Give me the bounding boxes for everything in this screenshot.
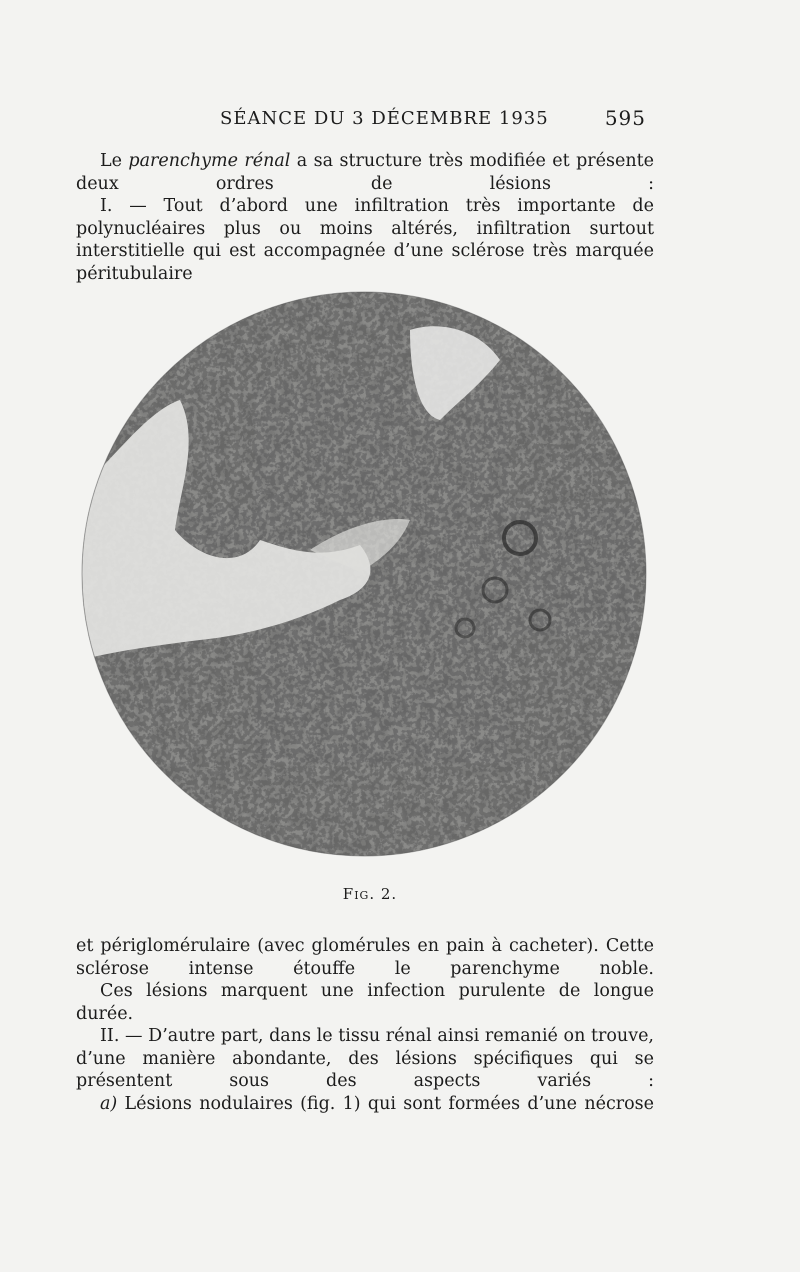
- item-letter: a): [100, 1093, 118, 1114]
- paragraph-point-1: I. — Tout d’abord une infiltration très importante de polynucléaires plus ou moins altérés, infiltration surtout interstitielle qui est accompagnée d’une sclérose très marquée péritubulaire: [76, 196, 654, 284]
- italic-term: parenchyme rénal: [128, 151, 291, 171]
- micrograph-figure: [80, 290, 648, 858]
- figure-caption: Fig. 2.: [342, 885, 398, 903]
- paragraph-infection: Ces lésions marquent une infection purulente de longue durée.: [76, 981, 654, 1024]
- paragraph-continuation: et périglomérulaire (avec glomérules en pain à cacheter). Cette sclérose intense étouffe le parenchyme noble.: [76, 936, 654, 979]
- paragraph-point-2: II. — D’autre part, dans le tissu rénal ainsi remanié on trouve, d’une manière abondante, des lésions spécifiques qui se présentent sous des aspects variés :: [76, 1026, 654, 1091]
- top-text: [76, 150, 654, 285]
- bottom-text: [76, 935, 654, 1115]
- page-number: 595: [604, 106, 646, 130]
- header-title: SÉANCE DU 3 DÉCEMBRE 1935: [220, 108, 549, 129]
- micrograph-image: [80, 290, 648, 858]
- running-header: [80, 106, 650, 136]
- paragraph-point-a: a) Lésions nodulaires (fig. 1) qui sont formées d’une nécrose: [100, 1093, 654, 1114]
- paragraph-parenchyme: Le parenchyme rénal a sa structure très modifiée et présente deux ordres de lésions :: [76, 151, 655, 194]
